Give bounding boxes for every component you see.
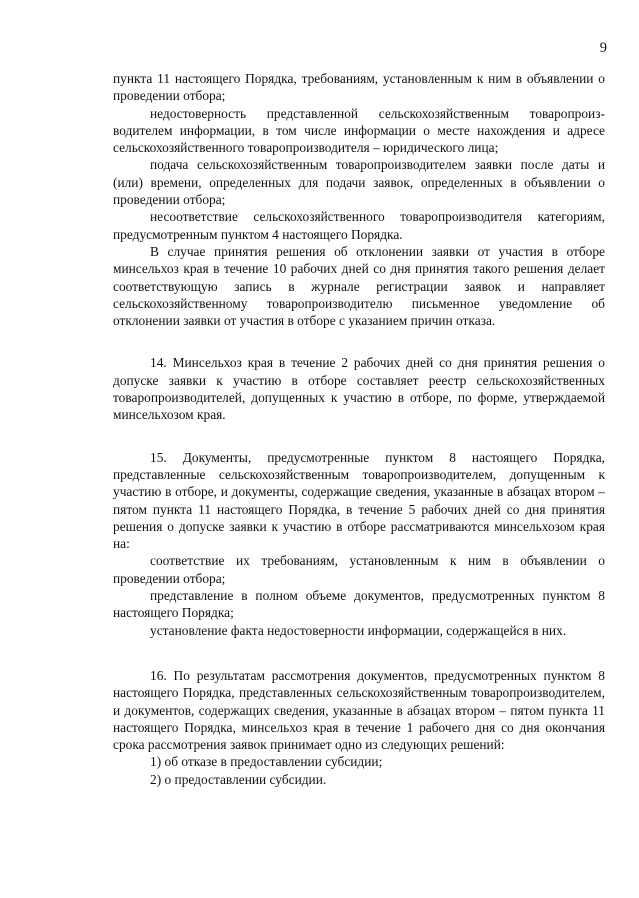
paragraph-continuation: пункта 11 настоящего Порядка, требованиям, установленным к ним в объявлении о проведении отбора; — [113, 71, 605, 104]
page-number: 9 — [599, 40, 607, 56]
paragraph-unreliability-check: установление факта недостоверности информации, содержащейся в них. — [150, 622, 567, 638]
paragraph-unreliable-info: недостоверность представленной сельскохозяйственным товаропроизводителем информации, в том числе информации о месте нахождения и адресе сельскохозяйственного товаропроизводителя – юридического лица; — [113, 105, 605, 156]
paragraph-late-submission: подача сельскохозяйственным товаропроизводителем заявки после даты и (или) времени, определенных для подачи заявок, определенных в объявлении о проведении отбора; — [113, 157, 605, 208]
paragraph-spacer — [113, 329, 605, 354]
paragraph-completeness: представление в полном объеме документов, предусмотренных пунктом 8 настоящего Порядка; — [113, 588, 605, 621]
list-item-refusal: 1) об отказе в предоставлении субсидии; — [150, 754, 383, 770]
paragraph-item-16: 16. По результатам рассмотрения документов, предусмотренных пунктом 8 настоящего Порядка, представленных сельскохозяйственным товаропроизводителем, и документов, содержащих сведения, указанные в абзацах втором – пятом пункта 11 настоящего Порядка, минсельхоз края в течение 1 рабочего дня со дня окончания срока рассмотрения заявок принимает одно из следующих решений: — [113, 667, 605, 753]
paragraph-compliance: соответствие их требованиям, установленным к ним в объявлении о проведении отбора; — [113, 553, 605, 586]
paragraph-item-14: 14. Минсельхоз края в течение 2 рабочих дней со дня принятия решения о допуске заявки к участию в отборе составляет реестр сельскохозяйственных товаропроизводителей, допущенных к участию в отборе, по форме, утверждаемой минсельхозом края. — [113, 355, 605, 423]
paragraph-spacer — [113, 424, 605, 449]
paragraph-rejection-notice: В случае принятия решения об отклонении заявки от участия в отборе минсельхоз края в течение 10 рабочих дней со дня принятия такого решения делает соответствующую запись в журнале регистрации заявок и направляет сельскохозяйственному товаропроизводителю письменное уведомление об отклонении заявки от участия в отборе с указанием причин отказа. — [113, 243, 605, 329]
list-item-grant: 2) о предоставлении субсидии. — [150, 771, 327, 787]
paragraph-spacer — [113, 639, 605, 667]
document-body — [113, 70, 605, 788]
paragraph-category-mismatch: несоответствие сельскохозяйственного товаропроизводителя категориям, предусмотренным пунктом 4 настоящего Порядка. — [113, 209, 605, 242]
paragraph-item-15: 15. Документы, предусмотренные пунктом 8 настоящего Порядка, представленные сельскохозяйственным товаропроизводителем, допущенным к участию в отборе, и документы, содержащие сведения, указанные в абзацах втором – пятом пункта 11 настоящего Порядка, в течение 5 рабочих дней со дня принятия решения о допуске заявки к участию в отборе рассматриваются минсельхозом края на: — [113, 449, 605, 552]
